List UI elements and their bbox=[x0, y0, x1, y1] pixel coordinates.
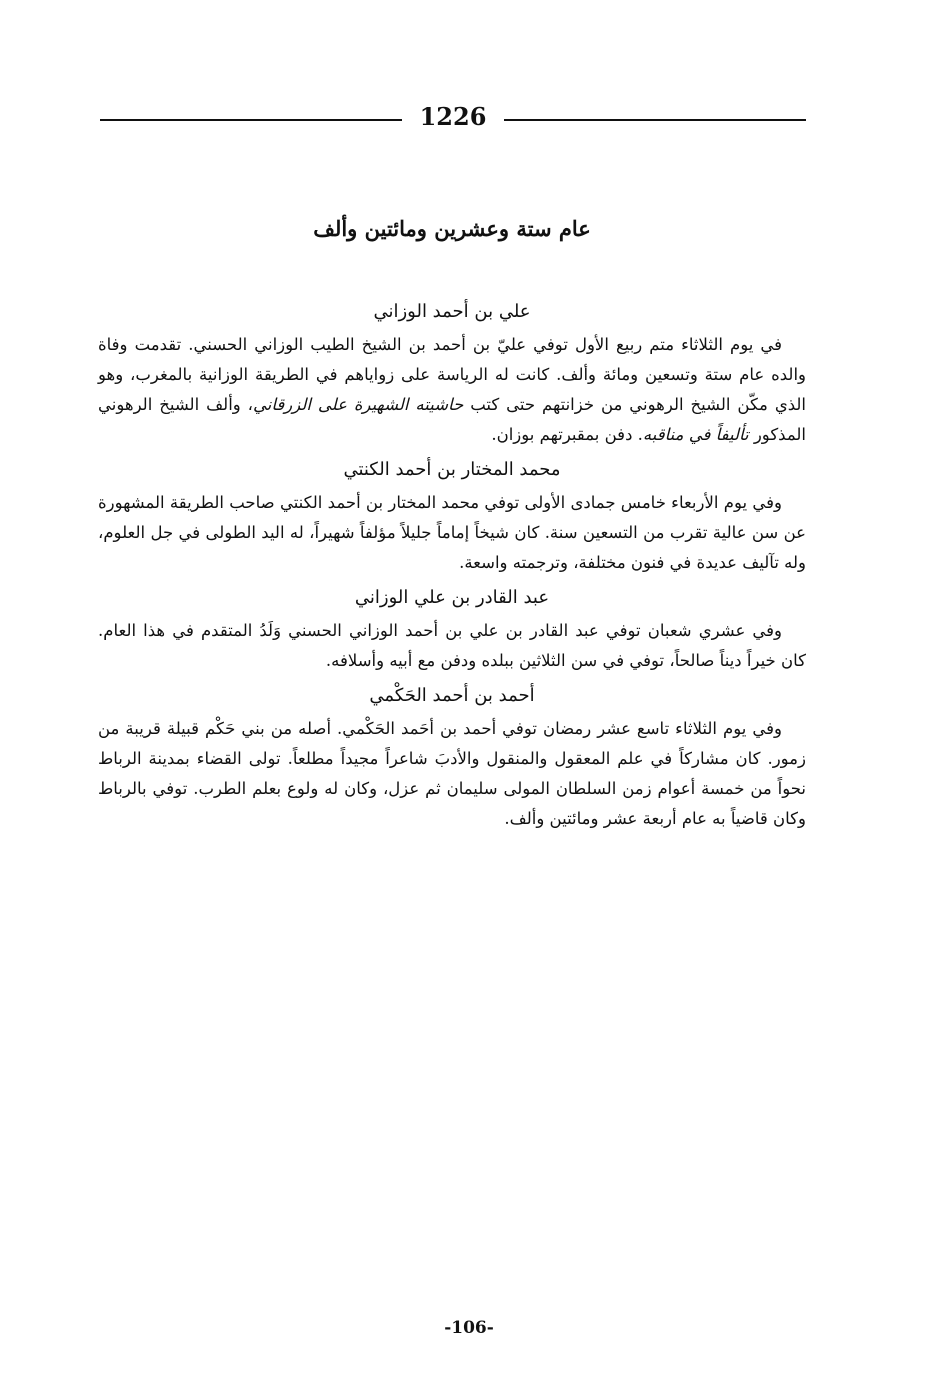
entry-title: أحمد بن أحمد الحَكْمي bbox=[369, 685, 535, 706]
header-rule-left bbox=[100, 119, 402, 121]
entry-body: وفي يوم الأربعاء خامس جمادى الأولى توفي محمد المختار بن أحمد الكنتي صاحب الطريقة المشهورة عن سن عالية تقرب من التسعين سنة. كان شيخاً إماماً جليلاً مؤلفاً شهيراً، له اليد الطولى في جل العلوم، وله تآليف عديدة في فنون مختلفة، وترجمته واسعة. bbox=[98, 493, 806, 572]
entry-body bbox=[98, 330, 806, 450]
entry-title: علي بن أحمد الوزاني bbox=[373, 301, 531, 322]
header-rule-right bbox=[504, 119, 806, 121]
page-content bbox=[98, 200, 806, 836]
entry-body: وفي عشري شعبان توفي عبد القادر بن علي بن أحمد الوزاني الحسني وَلَدُ المتقدم في هذا العام. كان خيراً ديناً صالحاً، توفي في سن الثلاثين ببلده ودفن مع أبيه وأسلافه. bbox=[98, 621, 806, 670]
entry-title: محمد المختار بن أحمد الكنتي bbox=[343, 459, 561, 480]
page-number: -106- bbox=[444, 1318, 494, 1338]
entry-text: . دفن بمقبرتهم بوزان. bbox=[491, 425, 643, 444]
entry-text: ، وألف الشيخ الرهوني المذكور bbox=[98, 395, 806, 444]
running-header bbox=[100, 96, 806, 136]
entry-title: عبد القادر بن علي الوزاني bbox=[354, 587, 550, 608]
year-title: عام ستة وعشرين ومائتين وألف bbox=[313, 216, 591, 241]
book-title-italic: تأليفاً في مناقبه bbox=[642, 425, 749, 444]
book-title-italic: حاشيته الشهيرة على الزرقاني bbox=[253, 395, 464, 414]
header-year-number: 1226 bbox=[419, 101, 487, 131]
entry-body: وفي يوم الثلاثاء تاسع عشر رمضان توفي أحمد بن أحَمد الحَكْمي. أصله من بني حَكْم قبيلة قريبة من زمور. كان مشاركاً في علم المعقول والمنقول والأدبَ شاعراً مجيداً مطلعاً. تولى القضاء بمدينة الرباط نحواً من خمسة أعوام زمن السلطان المولى سليمان ثم عزل، وكان له ولوع بعلم الطرب. توفي بالرباط وكان قاضياً به عام أربعة عشر ومائتين وألف. bbox=[98, 719, 806, 828]
entry-text: في يوم الثلاثاء متم ربيع الأول توفي عليّ بن أحمد بن الشيخ الطيب الوزاني الحسني. تقدمت وفاة والده عام ستة وتسعين ومائة وألف. كانت له الرياسة على زواياهم في الطريقة الوزانية بالمغرب، وهو الذي مكّن الشيخ الرهوني من خزانتهم حتى كتب bbox=[98, 335, 807, 414]
